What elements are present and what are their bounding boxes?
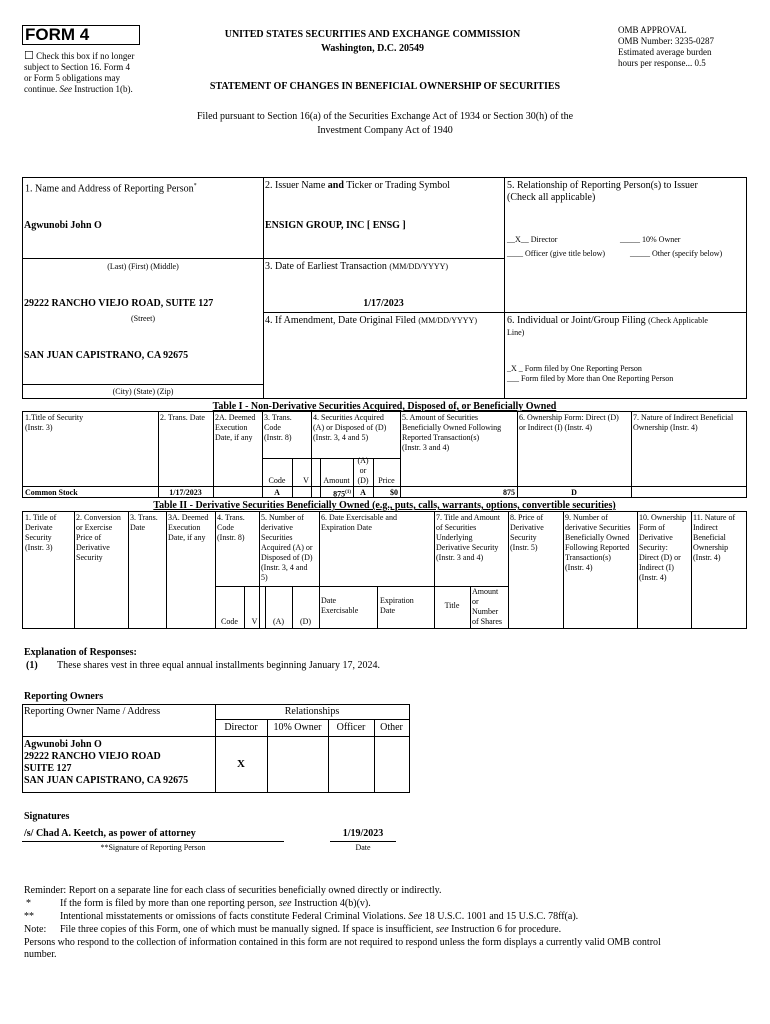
- owners-col-other: Other: [380, 722, 403, 733]
- ten-pct-owner-option[interactable]: _____ 10% Owner: [620, 235, 681, 244]
- signatures-heading: Signatures: [24, 811, 70, 822]
- box6-label: 6. Individual or Joint/Group Filing (Check Applicable Line): [507, 315, 708, 337]
- t1-row-aod: A: [360, 488, 366, 497]
- table1-title: Table I - Non-Derivative Securities Acquired, Disposed of, or Beneficially Owned: [212, 401, 557, 412]
- t2-sub-expiration: Expiration Date: [380, 596, 414, 615]
- note-mark: Note:: [24, 924, 47, 935]
- t2-c8: 8. Price of Derivative Security (Instr. 5): [510, 513, 544, 552]
- omb-approval: OMB APPROVAL OMB Number: 3235-0287 Estimated average burden hours per response... 0.5: [618, 25, 714, 68]
- t2-sub-a: (A): [272, 617, 285, 626]
- group-filing-option[interactable]: ___ Form filed by More than One Reporting Person: [507, 374, 674, 383]
- box3-label: 3. Date of Earliest Transaction (MM/DD/YYYY): [265, 261, 449, 272]
- reporting-owners-heading: Reporting Owners: [24, 691, 104, 702]
- other-option[interactable]: _____ Other (specify below): [630, 249, 723, 258]
- signature-date: 1/19/2023: [342, 828, 384, 839]
- t1-row-code: A: [274, 488, 280, 497]
- box2-label: 2. Issuer Name and Ticker or Trading Symbol: [265, 180, 451, 191]
- box5-label: 5. Relationship of Reporting Person(s) to Issuer (Check all applicable): [507, 180, 698, 203]
- t1-row-form: D: [571, 488, 577, 497]
- form-title: FORM 4: [25, 25, 90, 44]
- t2-sub-amount: Amount or Number of Shares: [472, 587, 502, 626]
- signer-name: /s/ Chad A. Keetch, as power of attorney: [24, 828, 196, 839]
- earliest-transaction-date: 1/17/2023: [363, 298, 404, 309]
- statement-title: STATEMENT OF CHANGES IN BENEFICIAL OWNERSHIP OF SECURITIES: [209, 81, 561, 92]
- filed-pursuant-2: Investment Company Act of 1940: [317, 125, 453, 136]
- t2-c2: 2. Conversion or Exercise Price of Derivative Security: [76, 513, 121, 562]
- owners-col-name: Reporting Owner Name / Address: [24, 706, 161, 717]
- t2-sub-v: V: [251, 617, 258, 626]
- t2-c3: 3. Trans. Date: [130, 513, 158, 532]
- note-text: File three copies of this Form, one of which must be manually signed. If space is insufficient, see Instruction 6 for procedure.: [60, 924, 562, 935]
- officer-option[interactable]: ____ Officer (give title below): [507, 249, 606, 258]
- t1-h4: 4. Securities Acquired (A) or Disposed of (D) (Instr. 3, 4 and 5): [313, 413, 387, 442]
- issuer-name: ENSIGN GROUP, INC [ ENSG ]: [265, 220, 406, 231]
- reporting-person-name: Agwunobi John O: [24, 220, 102, 231]
- box4-label: 4. If Amendment, Date Original Filed (MM/DD/YYYY): [265, 315, 477, 326]
- t1-row-price: $0: [390, 488, 398, 497]
- t2-c11: 11. Nature of Indirect Beneficial Ownership (Instr. 4): [693, 513, 736, 562]
- reporting-person-city: SAN JUAN CAPISTRANO, CA 92675: [24, 350, 189, 361]
- t2-c1: 1. Title of Derivate Security (Instr. 3): [25, 513, 57, 552]
- t2-c7: 7. Title and Amount of Securities Underlying Derivative Security (Instr. 3 and 4): [436, 513, 501, 562]
- t2-sub-title: Title: [444, 601, 460, 610]
- t1-h1: 1.Title of Security (Instr. 3): [25, 413, 84, 432]
- t1-h7: 7. Nature of Indirect Beneficial Ownership (Instr. 4): [633, 413, 734, 432]
- t2-sub-d: (D): [299, 617, 312, 626]
- t2-c6: 6. Date Exercisable and Expiration Date: [321, 513, 397, 532]
- agency-city: Washington, D.C. 20549: [320, 43, 425, 54]
- t1-row-amount: 875$^{(1)}$: [333, 489, 351, 499]
- t1-h3: 3. Trans. Code (Instr. 8): [264, 413, 292, 442]
- director-option[interactable]: __X__ Director: [507, 235, 558, 244]
- owner-director-mark: X: [237, 758, 245, 770]
- owners-col-ten-pct: 10% Owner: [273, 722, 322, 733]
- owners-col-officer: Officer: [336, 722, 366, 733]
- reminder-text: Reminder: Report on a separate line for each class of securities beneficially owned directly or indirectly.: [24, 885, 442, 896]
- t1-h2: 2. Trans. Date: [160, 413, 205, 422]
- omb-disclaimer: Persons who respond to the collection of information contained in this form are not required to respond unless the form displays a currently valid OMB control number.: [24, 937, 661, 960]
- signature-hint: **Signature of Reporting Person: [100, 843, 206, 852]
- signature-date-hint: Date: [355, 843, 371, 852]
- t2-c5: 5. Number of derivative Securities Acquired (A) or Disposed of (D) (Instr. 3, 4 and 5): [261, 513, 313, 582]
- reporting-person-street: 29222 RANCHO VIEJO ROAD, SUITE 127: [24, 298, 214, 309]
- t1-row-owned: 875: [503, 488, 515, 497]
- owner-address: Agwunobi John O 29222 RANCHO VIEJO ROAD SUITE 127 SAN JUAN CAPISTRANO, CA 92675: [24, 739, 189, 786]
- footnote-number: (1): [26, 660, 38, 671]
- t2-c9: 9. Number of derivative Securities Beneficially Owned Following Reported Transaction(s) (Instr. 4): [565, 513, 631, 572]
- filed-pursuant-1: Filed pursuant to Section 16(a) of the Securities Exchange Act of 1934 or Section 30(h) of the: [196, 111, 574, 122]
- owners-col-relationships: Relationships: [284, 706, 340, 717]
- t2-sub-code: Code: [221, 617, 238, 626]
- footnote-star1: If the form is filed by more than one reporting person, see Instruction 4(b)(v).: [60, 898, 371, 909]
- t1-h5: 5. Amount of Securities Beneficially Owned Following Reported Transaction(s) (Instr. 3 and 4): [402, 413, 502, 452]
- t1-row-date: 1/17/2023: [169, 488, 202, 497]
- t2-c4: 4. Trans. Code (Instr. 8): [217, 513, 245, 542]
- box1-label: 1. Name and Address of Reporting Person*: [25, 183, 197, 195]
- street-hint: (Street): [131, 314, 155, 323]
- agency-name: UNITED STATES SECURITIES AND EXCHANGE COMMISSION: [224, 29, 521, 40]
- t1-sub-v: V: [303, 476, 309, 485]
- footnote-star2: Intentional misstatements or omissions of facts constitute Federal Criminal Violations. See 18 U.S.C. 1001 and 15 U.S.C. 78ff(a).: [60, 911, 579, 922]
- section16-checkbox-text: ☐ Check this box if no longer subject to Section 16. Form 4 or Form 5 obligations may continue. See Instruction 1(b).: [24, 50, 135, 94]
- table2-title: Table II - Derivative Securities Beneficially Owned (e.g., puts, calls, warrants, options, convertible securities): [153, 500, 616, 511]
- checkbox-icon[interactable]: ☐: [24, 50, 34, 62]
- footnote-star2-mark: **: [24, 911, 34, 922]
- individual-filing-option[interactable]: _X _ Form filed by One Reporting Person: [507, 364, 642, 373]
- owners-col-director: Director: [224, 722, 258, 733]
- explanation-heading: Explanation of Responses:: [24, 647, 137, 658]
- city-hint: (City) (State) (Zip): [112, 387, 174, 396]
- t1-h2a: 2A. Deemed Execution Date, if any: [215, 413, 256, 442]
- name-hint: (Last) (First) (Middle): [107, 262, 179, 271]
- footnote-star1-mark: *: [26, 898, 31, 909]
- t1-h6: 6. Ownership Form: Direct (D) or Indirect (I) (Instr. 4): [519, 413, 619, 432]
- t1-row-title: Common Stock: [25, 488, 78, 497]
- t1-sub-amount: Amount: [323, 476, 350, 485]
- t1-sub-code: Code: [268, 476, 286, 485]
- t2-c3a: 3A. Deemed Execution Date, if any: [168, 513, 209, 542]
- t2-c10: 10. Ownership Form of Derivative Security: Direct (D) or Indirect (I) (Instr. 4): [639, 513, 687, 582]
- t1-sub-aod: (A) or (D): [357, 456, 369, 485]
- t2-sub-date-exercisable: Date Exercisable: [321, 596, 359, 615]
- footnote-text: These shares vest in three equal annual installments beginning January 17, 2024.: [57, 660, 380, 671]
- t1-sub-price: Price: [378, 476, 395, 485]
